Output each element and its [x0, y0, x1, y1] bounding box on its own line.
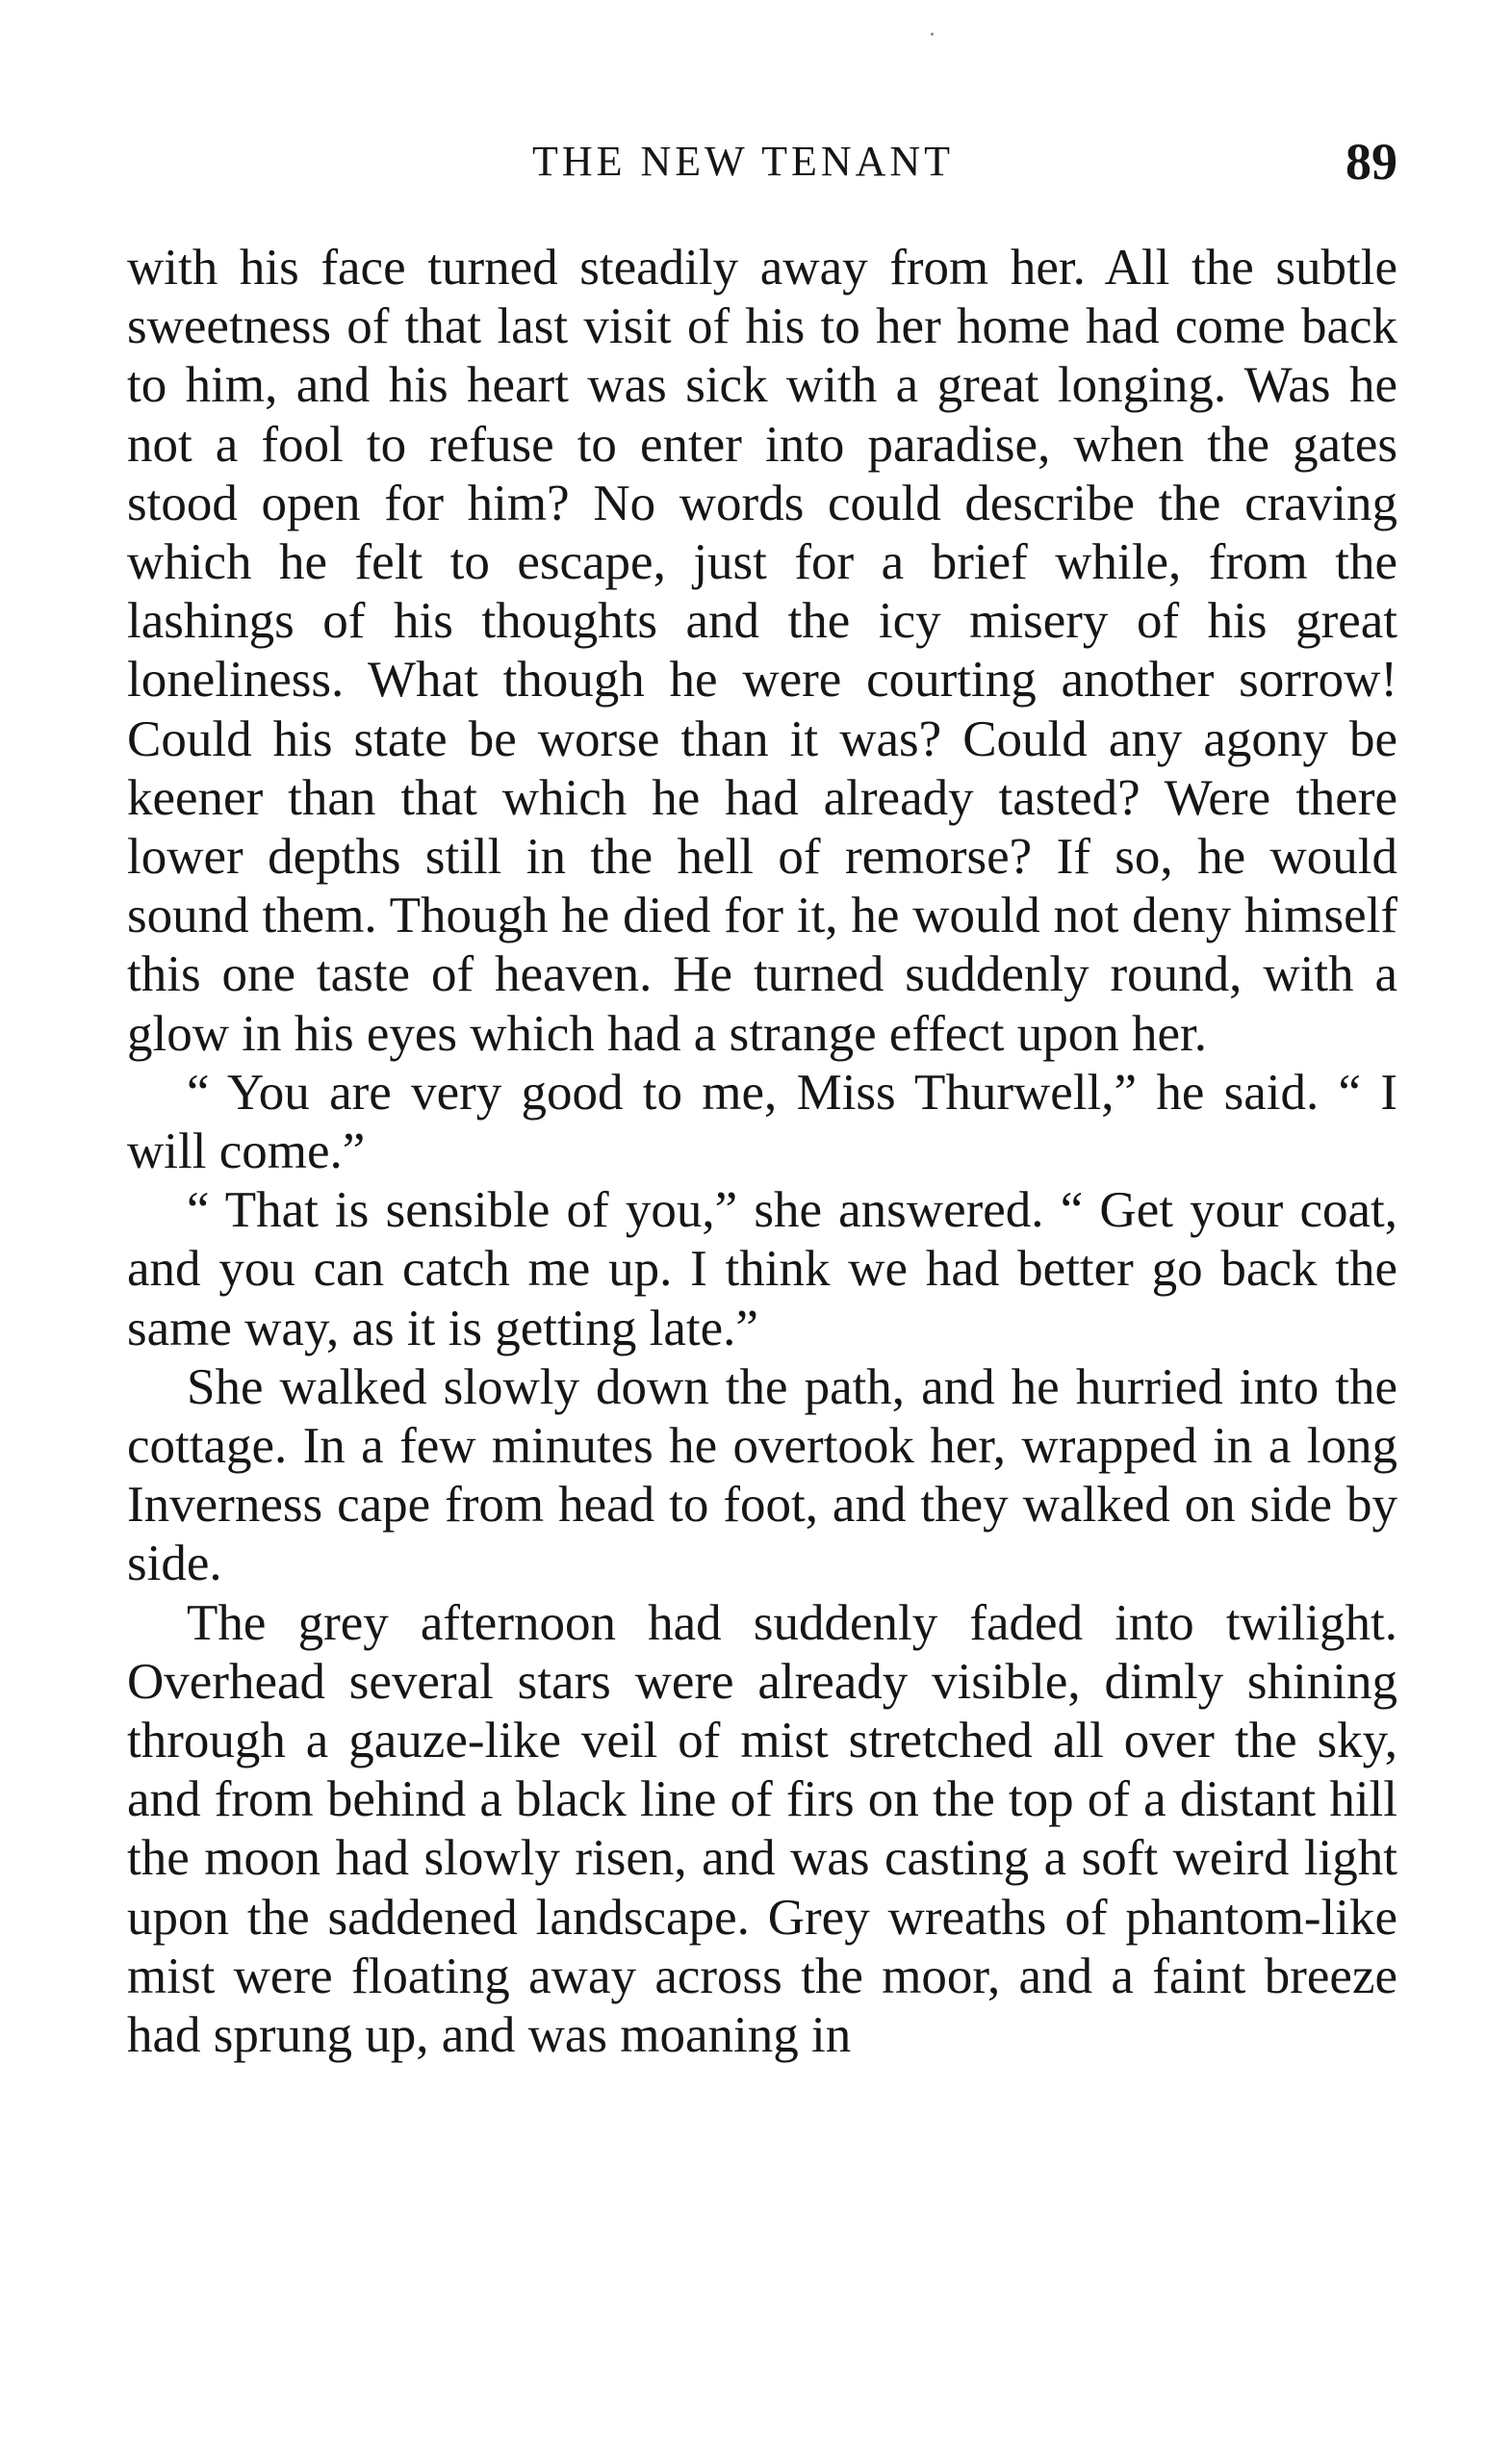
paragraph-grey-afternoon: The grey afternoon had suddenly faded into twilight. Overhead several stars were already visible, dimly shining through a gauze-like veil of mist stretched all over the sky, and from behind a black line of firs on the top of a distant hill the moon had slowly risen, and was casting a soft weird light upon the saddened landscape. Grey wreaths of phantom-like mist were floating away across the moor, and a faint breeze had sprung up, and was moaning in	[127, 1594, 1397, 2064]
paragraph-walked-slowly: She walked slowly down the path, and he hurried into the cottage. In a few minutes he overtook her, wrapped in a long Inverness cape from head to foot, and they walked on side by side.	[127, 1358, 1397, 1592]
ink-speck	[931, 33, 934, 36]
paragraph-dialogue-she-answered: “ That is sensible of you,” she answered. “ Get your coat, and you can catch me up. I think we had better go back the same way, as it is getting late.”	[127, 1182, 1397, 1356]
running-title: THE NEW TENANT	[531, 138, 955, 185]
page-number: 89	[1345, 133, 1397, 191]
running-head	[127, 133, 1397, 191]
body-text	[127, 239, 1397, 2065]
paragraph-continued: with his face turned steadily away from her. All the subtle sweetness of that last visit of his to her home had come back to him, and his heart was sick with a great longing. Was he not a fool to refuse to enter into paradise, when the gates stood open for him? No words could describe the craving which he felt to escape, just for a brief while, from the lashings of his thoughts and the icy misery of his great loneliness. What though he were courting another sorrow! Could his state be worse than it was? Could any agony be keener than that which he had already tasted? Were there lower depths still in the hell of remorse? If so, he would sound them. Though he died for it, he would not deny himself this one taste of heaven. He turned suddenly round, with a glow in his eyes which had a strange effect upon her.	[127, 240, 1397, 1062]
paragraph-dialogue-he-said: “ You are very good to me, Miss Thurwell,” he said. “ I will come.”	[127, 1064, 1397, 1180]
